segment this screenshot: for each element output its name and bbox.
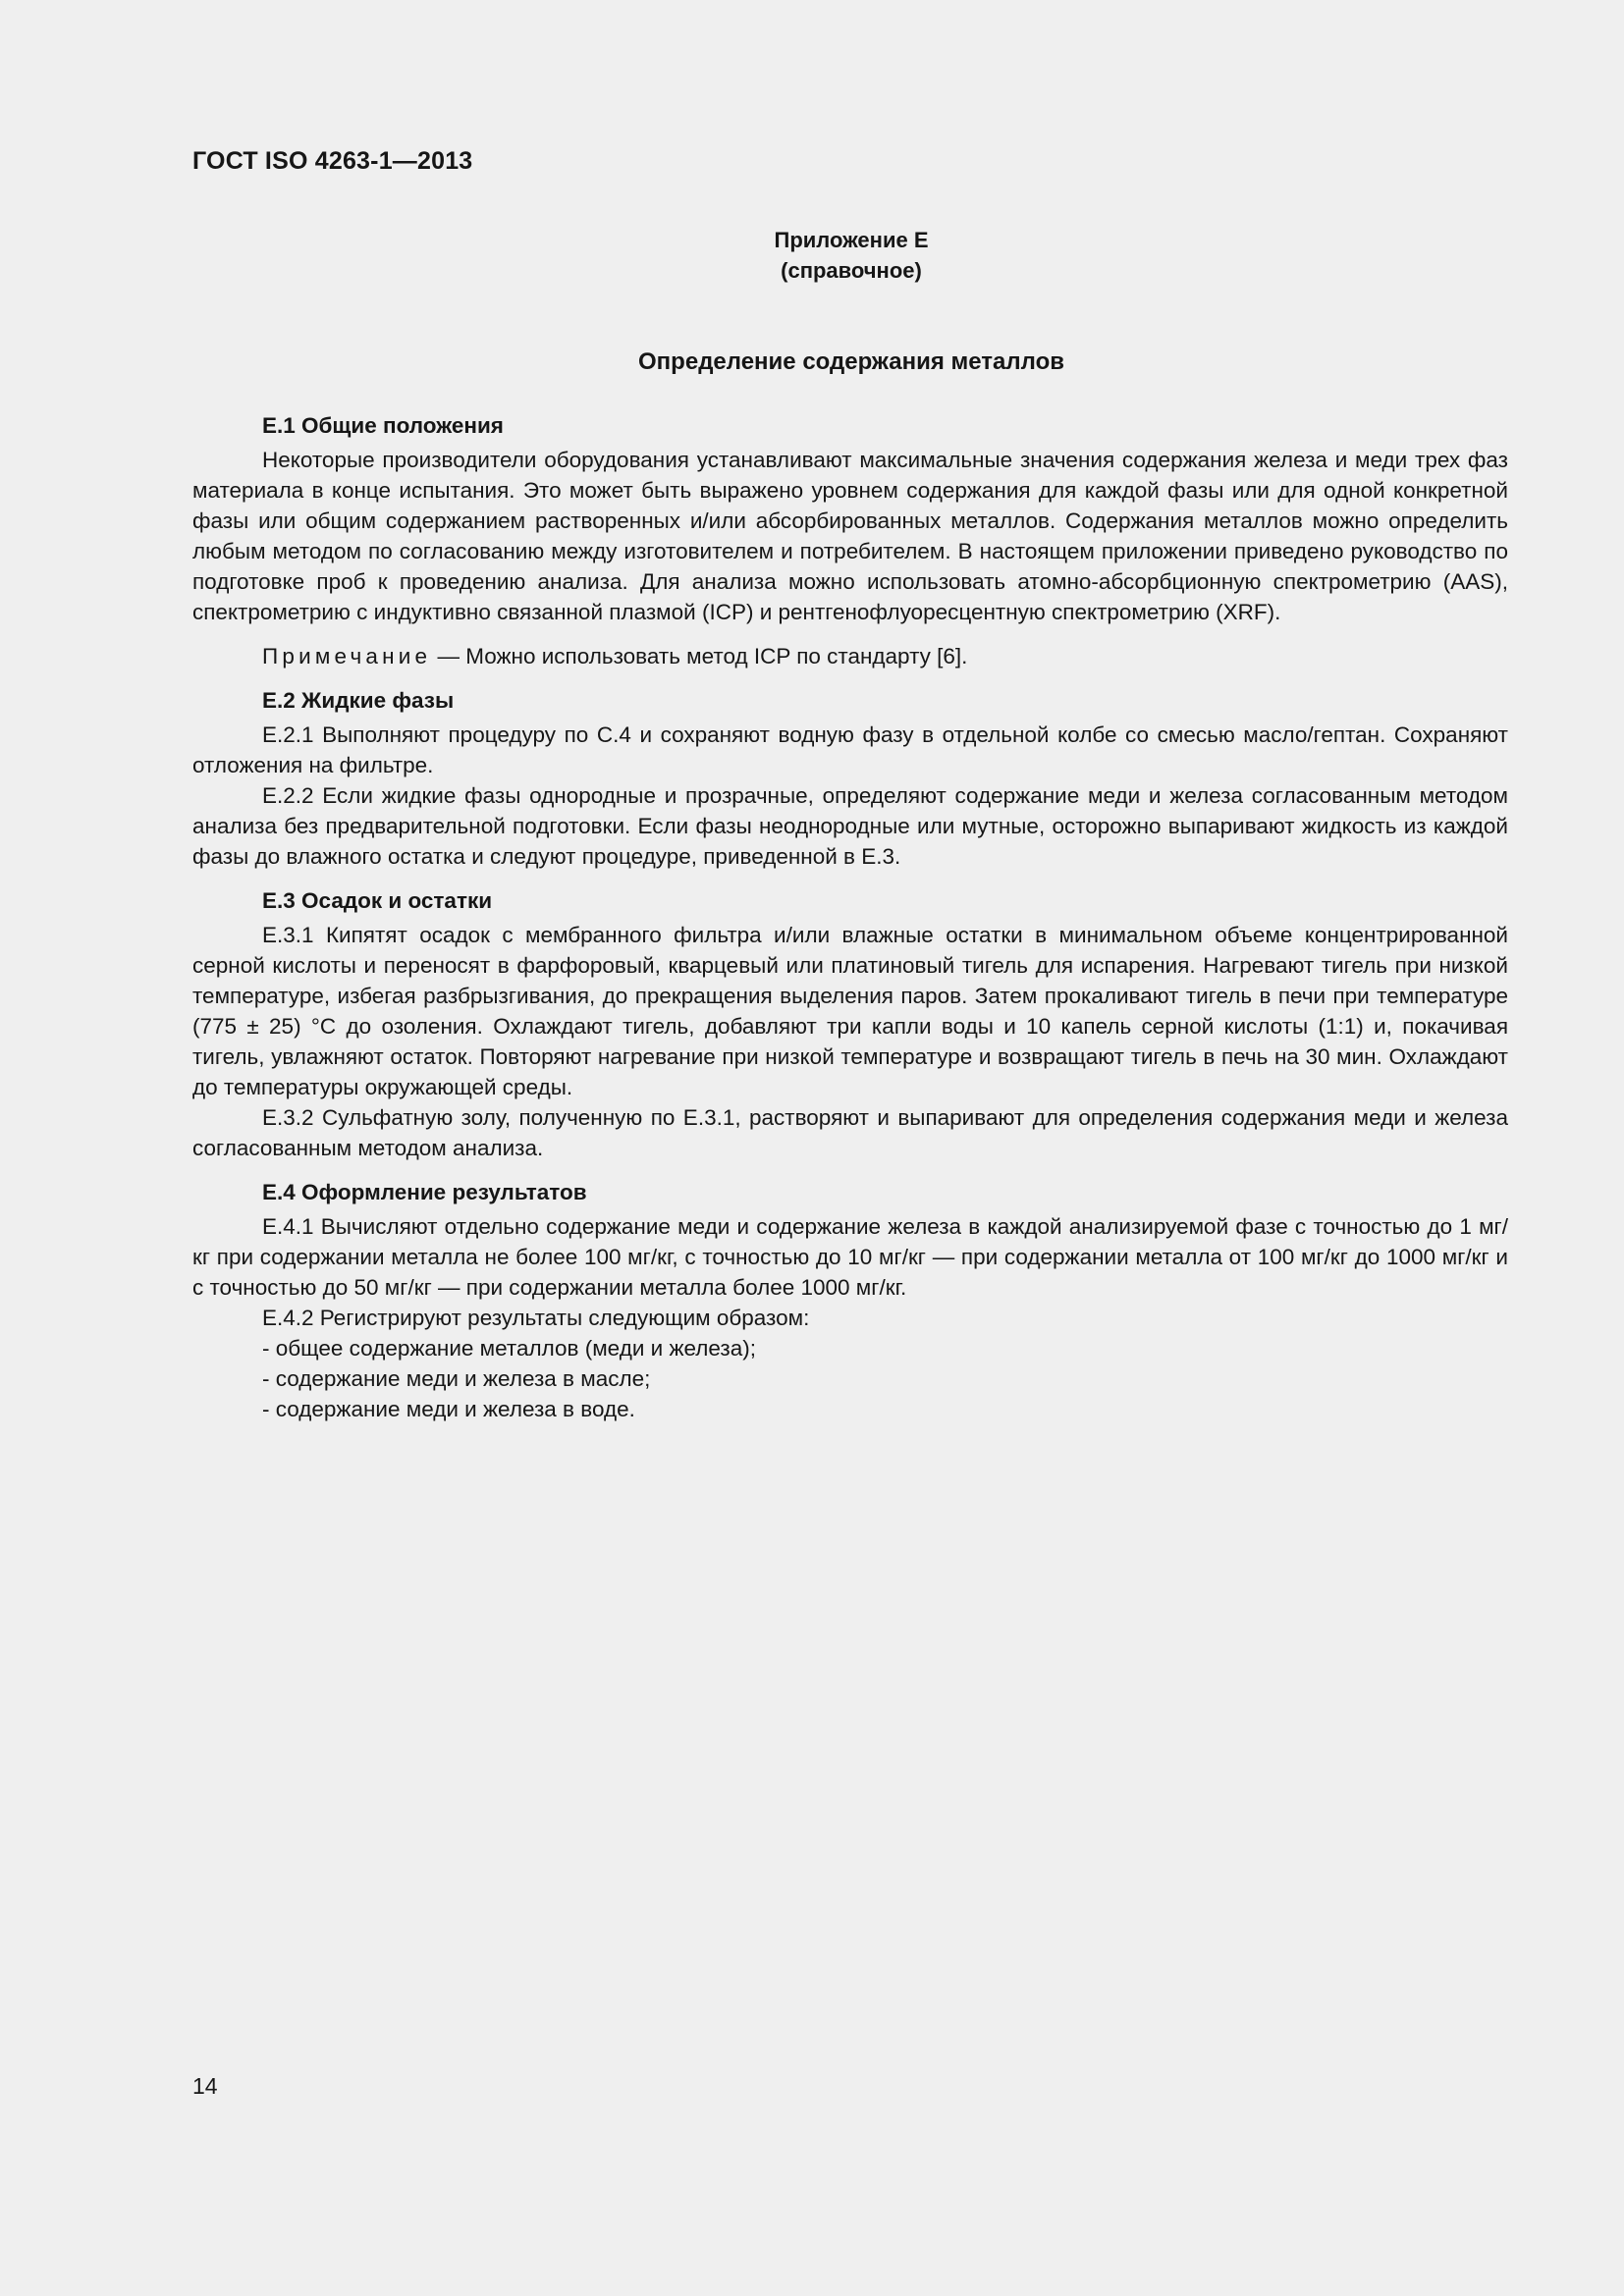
paragraph-e4-1: Е.4.1 Вычисляют отдельно содержание меди и содержание железа в каждой анализируемой фазе с точностью до 1 мг/кг при содержании металла не более 100 мг/кг, с точностью до 10 мг/кг — при содержании металла от 100 мг/кг до 1000 мг/кг и с точностью до 50 мг/кг — при содержании металла более 1000 мг/кг. [192, 1214, 1508, 1300]
section-heading-e1: Е.1 Общие положения [262, 413, 504, 438]
list-item: - содержание меди и железа в воде. [262, 1397, 635, 1421]
appendix-type: (справочное) [781, 258, 922, 283]
section-heading-e3: Е.3 Осадок и остатки [262, 888, 493, 913]
list-item: - содержание меди и железа в масле; [262, 1366, 651, 1391]
paragraph-e2-1: Е.2.1 Выполняют процедуру по С.4 и сохраняют водную фазу в отдельной колбе со смесью масло/гептан. Сохраняют отложения на фильтре. [192, 722, 1508, 777]
list-item: - общее содержание металлов (меди и железа); [262, 1336, 756, 1361]
paragraph-e3-1: Е.3.1 Кипятят осадок с мембранного фильтра и/или влажные остатки в минимальном объеме концентрированной серной кислоты и переносят в фарфоровый, кварцевый или платиновый тигель для испарения. Нагревают тигель при низкой температуре, избегая разбрызгивания, до прекращения выделения паров. Затем прокаливают тигель в печи при температуре (775 ± 25) °С до озоления. Охлаждают тигель, добавляют три капли воды и 10 капель серной кислоты (1:1) и, покачивая тигель, увлажняют остаток. Повторяют нагревание при низкой температуре и возвращают тигель в печь на 30 мин. Охлаждают до температуры окружающей среды. [192, 923, 1508, 1099]
paragraph-e1: Некоторые производители оборудования устанавливают максимальные значения содержания железа и меди трех фаз материала в конце испытания. Это может быть выражено уровнем содержания для каждой фазы или для одной конкретной фазы или общим содержанием растворенных и/или абсорбированных металлов. Содержания металлов можно определить любым методом по согласованию между изготовителем и потребителем. В настоящем приложении приведено руководство по подготовке проб к проведению анализа. Для анализа можно использовать атомно-абсорбционную спектрометрию (AAS), спектрометрию с индуктивно связанной плазмой (ICP) и рентгенофлуоресцентную спектрометрию (XRF). [192, 448, 1508, 624]
section-heading-e4: Е.4 Оформление результатов [262, 1180, 587, 1204]
note-text: — Можно использовать метод ICP по стандарту [6]. [431, 644, 968, 668]
appendix-label: Приложение Е [774, 228, 929, 252]
paragraph-e4-2: Е.4.2 Регистрируют результаты следующим образом: [262, 1306, 810, 1330]
paragraph-e2-2: Е.2.2 Если жидкие фазы однородные и прозрачные, определяют содержание меди и железа согласованным методом анализа без предварительной подготовки. Если фазы неоднородные или мутные, осторожно выпаривают жидкость из каждой фазы до влажного остатка и следуют процедуре, приведенной в Е.3. [192, 783, 1508, 869]
appendix-title: Определение содержания металлов [638, 348, 1064, 375]
appendix-heading [0, 225, 1624, 286]
paragraph-e3-2: Е.3.2 Сульфатную золу, полученную по Е.3.1, растворяют и выпаривают для определения содержания меди и железа согласованным методом анализа. [192, 1105, 1508, 1160]
note [192, 641, 1508, 671]
standard-code-header: ГОСТ ISO 4263-1—2013 [192, 147, 473, 175]
note-label: Примечание [262, 644, 432, 668]
page-number: 14 [192, 2073, 218, 2099]
section-heading-e2: Е.2 Жидкие фазы [262, 688, 455, 713]
document-body [192, 410, 1508, 1424]
